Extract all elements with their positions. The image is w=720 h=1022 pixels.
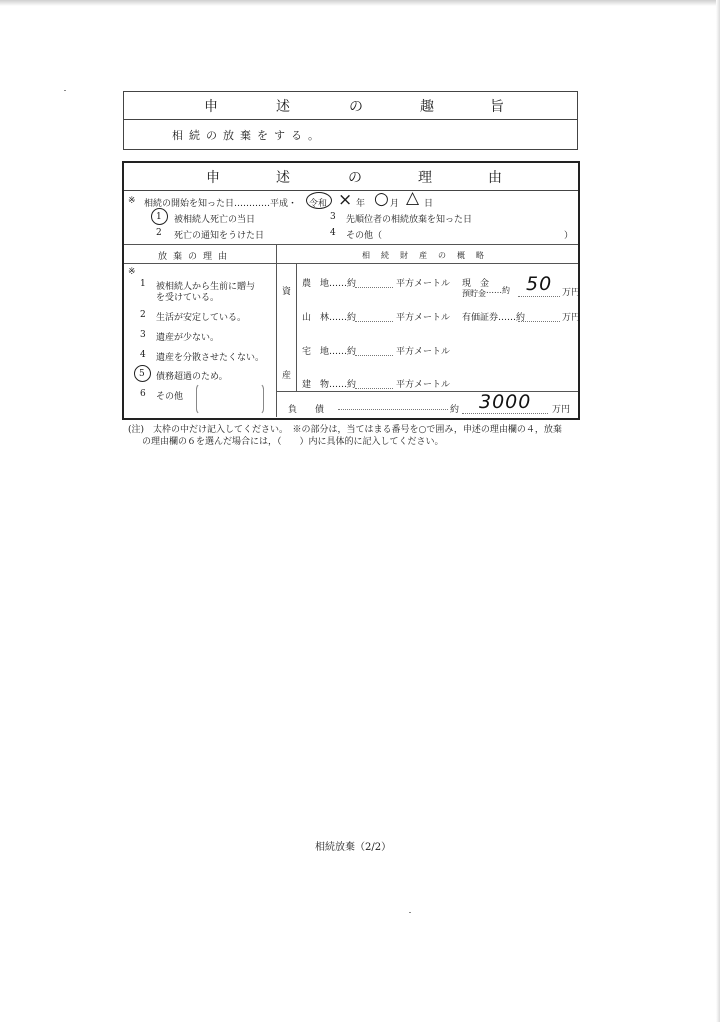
purpose-title-char: 趣 <box>420 98 434 115</box>
reason-title-char: 述 <box>276 169 290 186</box>
reason-num: 2 <box>140 310 146 320</box>
month-unit: 月 <box>390 199 400 209</box>
divider <box>124 244 578 245</box>
reason-num: 3 <box>140 330 146 340</box>
note-line: (注) 太枠の中だけ記入してください。 ※の部分は，当てはまる番号を○で囲み，申述の理由欄の４，放棄 <box>128 425 562 435</box>
required-mark: ※ <box>128 196 136 206</box>
reason-text: を受けている。 <box>156 293 220 303</box>
day-unit: 日 <box>424 199 434 209</box>
debt-unit: 万円 <box>552 405 571 415</box>
page-footer: 相続放棄（2/2） <box>315 842 392 853</box>
reason-text: 遺産を分散させたくない。 <box>156 353 265 363</box>
required-mark: ※ <box>128 267 136 277</box>
fill-line <box>355 287 393 288</box>
estate-row-label: 宅 地……約 <box>302 347 357 357</box>
reason-text: 債務超過のため。 <box>156 372 228 382</box>
reason-title-char: 由 <box>488 169 502 186</box>
reason-text: 被相続人から生前に贈与 <box>156 282 256 292</box>
estate-row-unit: 平方メートル <box>396 313 451 323</box>
debt-label: 負 債 <box>288 405 325 415</box>
reason-num: 5 <box>139 369 145 379</box>
assets-label: 産 <box>282 371 292 381</box>
debt-value: 3000 <box>479 391 532 413</box>
fill-line <box>355 388 393 389</box>
start-option-text: 先順位者の相続放棄を知った日 <box>346 215 473 225</box>
fill-line <box>518 296 560 297</box>
scan-speck <box>64 90 66 91</box>
securities-unit: 万円 <box>562 313 581 323</box>
scan-right-edge <box>716 0 720 1022</box>
other-reason-bracket <box>196 383 264 415</box>
estate-row-label: 建 物……約 <box>302 380 357 390</box>
cash-unit: 万円 <box>562 288 581 298</box>
start-date-label: 相続の開始を知った日…………平成・ <box>144 199 298 209</box>
estate-row-unit: 平方メートル <box>396 380 451 390</box>
start-option-num: 3 <box>330 212 336 222</box>
reason-text: その他 <box>156 392 184 402</box>
column-divider <box>296 263 297 391</box>
estate-row-unit: 平方メートル <box>396 347 451 357</box>
assets-label: 資 <box>282 287 292 297</box>
reason-title <box>124 163 578 191</box>
start-option-text: その他（ <box>346 231 383 241</box>
day-value: △ <box>406 188 420 208</box>
divider <box>276 391 578 392</box>
purpose-title-char: の <box>349 98 363 115</box>
reason-text: 遺産が少ない。 <box>156 333 220 343</box>
cash-prefix: ……約 <box>486 286 510 295</box>
estate-row-label: 農 地……約 <box>302 279 357 289</box>
securities-label: 有価証券……約 <box>462 313 526 323</box>
estate-row-label: 山 林……約 <box>302 313 357 323</box>
scan-speck <box>409 912 411 913</box>
estate-header: 相続財産の概略 <box>362 251 495 260</box>
reason-title-char: の <box>348 169 362 186</box>
fill-line <box>355 355 393 356</box>
fill-line <box>462 413 548 414</box>
fill-line <box>355 321 393 322</box>
start-option-num: 2 <box>156 228 162 238</box>
purpose-title-char: 旨 <box>490 98 504 115</box>
divider <box>124 263 578 264</box>
reason-title-char: 申 <box>206 169 220 186</box>
fill-line <box>338 409 448 410</box>
purpose-box <box>123 91 578 150</box>
cash-label: 現 金 <box>462 279 490 289</box>
note-line: の理由欄の６を選んだ場合には，（ ）内に具体的に記入してください。 <box>142 437 444 447</box>
scan-top-edge <box>0 0 720 6</box>
reason-text: 生活が安定している。 <box>156 313 247 323</box>
year-value: × <box>338 190 353 210</box>
renunciation-header: 放棄の理由 <box>158 252 234 262</box>
month-value: ○ <box>374 189 389 209</box>
start-option-text: 死亡の通知をうけた日 <box>174 231 265 241</box>
cash-value: 50 <box>526 273 553 295</box>
fill-line <box>518 321 560 322</box>
era-selected: 令和 <box>309 199 328 209</box>
start-option-num: 1 <box>156 212 162 222</box>
cash-label: 預貯金 <box>462 289 486 298</box>
reason-title-char: 理 <box>418 169 432 186</box>
estate-row-unit: 平方メートル <box>396 279 451 289</box>
reason-num: 4 <box>140 350 146 360</box>
debt-prefix: 約 <box>450 405 460 415</box>
purpose-title <box>124 92 577 120</box>
purpose-title-char: 申 <box>204 98 218 115</box>
purpose-content: 相続の放棄をする。 <box>172 129 325 142</box>
year-unit: 年 <box>356 199 366 209</box>
instruction-note <box>128 424 562 448</box>
purpose-title-char: 述 <box>276 98 290 115</box>
reason-num: 1 <box>140 279 146 289</box>
start-option-close: ） <box>564 231 574 241</box>
reason-box <box>122 161 580 420</box>
start-option-text: 被相続人死亡の当日 <box>174 215 256 225</box>
reason-num: 6 <box>140 389 146 399</box>
start-option-num: 4 <box>330 228 336 238</box>
